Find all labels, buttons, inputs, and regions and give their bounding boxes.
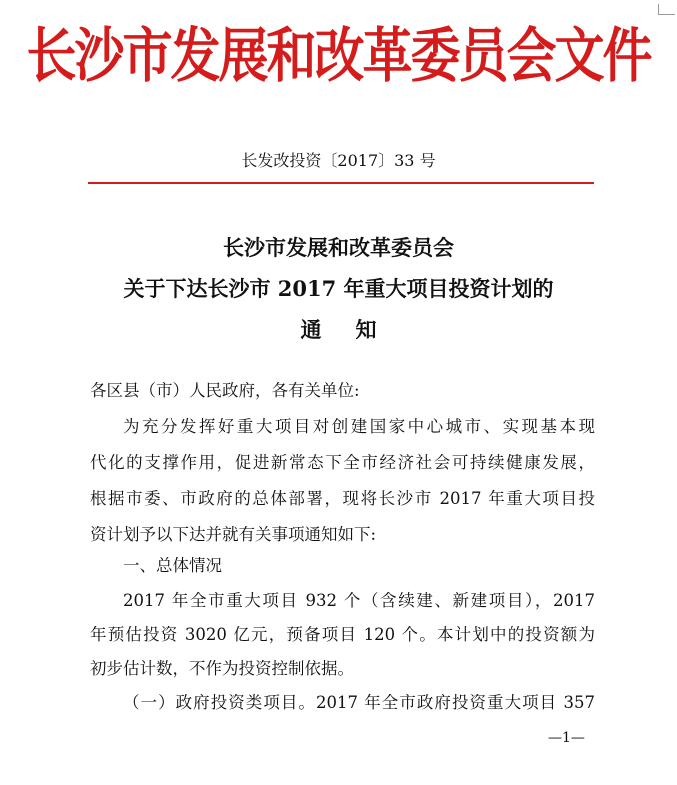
paragraph-line: 2017 年全市重大项目 932 个（含续建、新建项目），2017 — [123, 591, 595, 610]
notice-title-line-2: 关于下达长沙市 2017 年重大项目投资计划的 — [123, 276, 554, 301]
paragraph-line: 为充分发挥好重大项目对创建国家中心城市、实现基本现 — [123, 417, 595, 436]
notice-title-line-3: 通知 — [300, 317, 411, 342]
crop-mark — [658, 4, 675, 15]
paragraph-line: （一）政府投资类项目。2017 年全市政府投资重大项目 357 — [123, 693, 595, 712]
paragraph-line: 代化的支撑作用，促进新常态下全市经济社会可持续健康发展， — [90, 453, 595, 472]
red-divider — [88, 182, 594, 184]
masthead-title: 长沙市发展和改革委员会文件 — [26, 20, 651, 90]
notice-title-line-1: 长沙市发展和改革委员会 — [223, 235, 454, 260]
addressee: 各区县（市）人民政府，各有关单位: — [90, 381, 360, 400]
section-heading: 一、总体情况 — [123, 556, 222, 575]
paragraph-line: 根据市委、市政府的总体部署，现将长沙市 2017 年重大项目投 — [90, 489, 595, 508]
document-number: 长发改投资〔2017〕33 号 — [241, 151, 436, 170]
page-number: —1— — [548, 730, 585, 746]
paragraph-line: 资计划予以下达并就有关事项通知如下: — [90, 525, 377, 544]
paragraph-line: 初步估计数，不作为投资控制依据。 — [90, 659, 354, 678]
paragraph-line: 年预估投资 3020 亿元，预备项目 120 个。本计划中的投资额为 — [90, 625, 595, 644]
